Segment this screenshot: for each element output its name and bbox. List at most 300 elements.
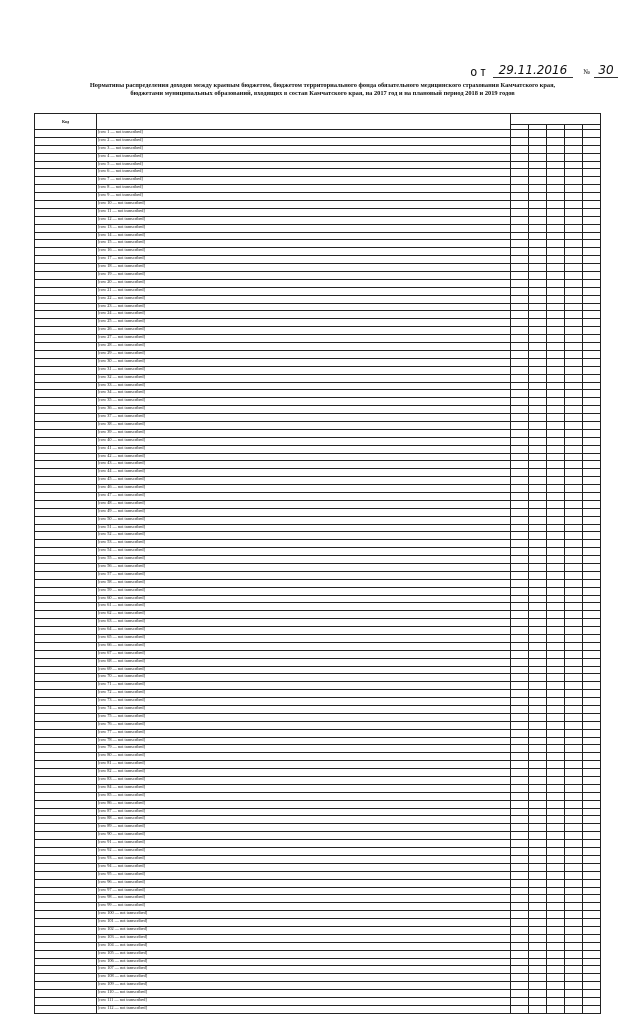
row-value-cell — [565, 595, 583, 603]
row-name-cell: [row 110 — not transcribed] — [97, 990, 511, 998]
row-value-cell — [529, 319, 547, 327]
row-code-cell — [35, 753, 97, 761]
row-value-cell — [547, 240, 565, 248]
row-name-cell: [row 22 — not transcribed] — [97, 295, 511, 303]
row-code-cell — [35, 477, 97, 485]
row-value-cell — [511, 698, 529, 706]
row-code-cell — [35, 958, 97, 966]
row-value-cell — [511, 161, 529, 169]
row-name-cell: [row 39 — not transcribed] — [97, 429, 511, 437]
table-row — [35, 161, 601, 169]
row-value-cell — [547, 193, 565, 201]
row-name-cell: [row 103 — not transcribed] — [97, 934, 511, 942]
row-value-cell — [565, 761, 583, 769]
row-value-cell — [583, 627, 601, 635]
row-name-cell: [row 75 — not transcribed] — [97, 713, 511, 721]
row-value-cell — [583, 374, 601, 382]
title-line-1: Нормативы распределения доходов между краевым бюджетом, бюджетом территориального фонда обязательного медицинского страхования Камчатского края, — [89, 82, 556, 89]
row-code-cell — [35, 366, 97, 374]
row-code-cell — [35, 153, 97, 161]
row-value-cell — [547, 185, 565, 193]
row-code-cell — [35, 524, 97, 532]
row-code-cell — [35, 279, 97, 287]
row-name-cell: [row 77 — not transcribed] — [97, 729, 511, 737]
row-value-cell — [511, 784, 529, 792]
row-name-cell: [row 60 — not transcribed] — [97, 595, 511, 603]
row-name-cell: [row 76 — not transcribed] — [97, 721, 511, 729]
row-value-cell — [583, 1005, 601, 1013]
row-value-cell — [565, 366, 583, 374]
row-value-cell — [565, 666, 583, 674]
row-value-cell — [547, 690, 565, 698]
row-value-cell — [511, 713, 529, 721]
row-value-cell — [511, 145, 529, 153]
table-row — [35, 248, 601, 256]
row-value-cell — [529, 706, 547, 714]
row-value-cell — [547, 508, 565, 516]
row-value-cell — [511, 153, 529, 161]
row-value-cell — [565, 603, 583, 611]
row-value-cell — [583, 485, 601, 493]
row-value-cell — [583, 532, 601, 540]
row-value-cell — [547, 706, 565, 714]
row-name-cell: [row 95 — not transcribed] — [97, 871, 511, 879]
table-row — [35, 508, 601, 516]
row-value-cell — [583, 508, 601, 516]
row-name-cell: [row 112 — not transcribed] — [97, 1005, 511, 1013]
row-value-cell — [511, 240, 529, 248]
row-value-cell — [583, 421, 601, 429]
row-value-cell — [565, 343, 583, 351]
row-value-cell — [565, 311, 583, 319]
row-name-cell: [row 85 — not transcribed] — [97, 792, 511, 800]
row-value-cell — [511, 374, 529, 382]
row-value-cell — [583, 997, 601, 1005]
row-value-cell — [529, 990, 547, 998]
table-row — [35, 619, 601, 627]
row-value-cell — [529, 287, 547, 295]
row-value-cell — [565, 911, 583, 919]
table-row — [35, 272, 601, 280]
row-value-cell — [565, 863, 583, 871]
row-code-cell — [35, 232, 97, 240]
row-value-cell — [547, 358, 565, 366]
row-code-cell — [35, 761, 97, 769]
row-value-cell — [511, 256, 529, 264]
row-name-cell: [row 91 — not transcribed] — [97, 840, 511, 848]
row-value-cell — [583, 343, 601, 351]
row-value-cell — [511, 571, 529, 579]
row-name-cell: [row 6 — not transcribed] — [97, 169, 511, 177]
row-value-cell — [547, 753, 565, 761]
row-value-cell — [565, 563, 583, 571]
row-value-cell — [511, 595, 529, 603]
row-value-cell — [583, 571, 601, 579]
row-value-cell — [547, 232, 565, 240]
row-value-cell — [583, 832, 601, 840]
row-name-cell: [row 1 — not transcribed] — [97, 130, 511, 138]
row-value-cell — [583, 563, 601, 571]
row-value-cell — [547, 745, 565, 753]
row-value-cell — [565, 429, 583, 437]
table-row — [35, 848, 601, 856]
row-value-cell — [547, 256, 565, 264]
row-value-cell — [547, 548, 565, 556]
row-value-cell — [529, 563, 547, 571]
row-value-cell — [547, 264, 565, 272]
row-value-cell — [529, 816, 547, 824]
table-row — [35, 516, 601, 524]
row-code-cell — [35, 887, 97, 895]
row-value-cell — [547, 445, 565, 453]
row-value-cell — [565, 784, 583, 792]
table-row — [35, 137, 601, 145]
row-value-cell — [583, 240, 601, 248]
row-value-cell — [511, 429, 529, 437]
row-name-cell: [row 19 — not transcribed] — [97, 272, 511, 280]
row-value-cell — [547, 177, 565, 185]
row-name-cell: [row 73 — not transcribed] — [97, 698, 511, 706]
table-row — [35, 540, 601, 548]
row-value-cell — [529, 721, 547, 729]
row-value-cell — [547, 926, 565, 934]
row-value-cell — [511, 390, 529, 398]
row-value-cell — [547, 516, 565, 524]
row-name-cell: [row 36 — not transcribed] — [97, 406, 511, 414]
row-value-cell — [547, 224, 565, 232]
row-value-cell — [529, 382, 547, 390]
row-name-cell: [row 99 — not transcribed] — [97, 903, 511, 911]
row-value-cell — [547, 524, 565, 532]
row-value-cell — [529, 674, 547, 682]
row-name-cell: [row 104 — not transcribed] — [97, 942, 511, 950]
row-value-cell — [529, 729, 547, 737]
row-value-cell — [547, 398, 565, 406]
row-value-cell — [547, 824, 565, 832]
row-code-cell — [35, 469, 97, 477]
row-value-cell — [529, 895, 547, 903]
table-row — [35, 216, 601, 224]
row-value-cell — [565, 627, 583, 635]
row-name-cell: [row 63 — not transcribed] — [97, 619, 511, 627]
row-value-cell — [565, 272, 583, 280]
table-row — [35, 437, 601, 445]
row-code-cell — [35, 832, 97, 840]
row-value-cell — [547, 808, 565, 816]
row-value-cell — [511, 950, 529, 958]
table-row — [35, 658, 601, 666]
table-row — [35, 816, 601, 824]
row-value-cell — [529, 666, 547, 674]
row-name-cell: [row 24 — not transcribed] — [97, 311, 511, 319]
row-value-cell — [529, 974, 547, 982]
row-code-cell — [35, 824, 97, 832]
row-value-cell — [547, 777, 565, 785]
row-value-cell — [583, 863, 601, 871]
row-value-cell — [511, 216, 529, 224]
row-name-cell: [row 111 — not transcribed] — [97, 997, 511, 1005]
row-value-cell — [583, 398, 601, 406]
row-value-cell — [529, 808, 547, 816]
row-value-cell — [583, 855, 601, 863]
row-value-cell — [547, 942, 565, 950]
row-value-cell — [529, 524, 547, 532]
row-value-cell — [547, 627, 565, 635]
row-name-cell: [row 87 — not transcribed] — [97, 808, 511, 816]
row-code-cell — [35, 784, 97, 792]
row-value-cell — [583, 950, 601, 958]
row-value-cell — [583, 350, 601, 358]
row-name-cell: [row 58 — not transcribed] — [97, 579, 511, 587]
row-value-cell — [583, 177, 601, 185]
row-code-cell — [35, 769, 97, 777]
row-value-cell — [511, 777, 529, 785]
row-code-cell — [35, 540, 97, 548]
row-value-cell — [583, 848, 601, 856]
row-value-cell — [547, 863, 565, 871]
row-value-cell — [547, 990, 565, 998]
row-code-cell — [35, 256, 97, 264]
row-value-cell — [583, 619, 601, 627]
row-value-cell — [511, 193, 529, 201]
table-row — [35, 887, 601, 895]
table-row — [35, 556, 601, 564]
row-value-cell — [565, 319, 583, 327]
row-value-cell — [529, 887, 547, 895]
table-row — [35, 287, 601, 295]
row-value-cell — [565, 516, 583, 524]
row-value-cell — [583, 232, 601, 240]
row-value-cell — [529, 185, 547, 193]
row-value-cell — [511, 335, 529, 343]
row-name-cell: [row 86 — not transcribed] — [97, 800, 511, 808]
row-value-cell — [511, 769, 529, 777]
row-value-cell — [511, 500, 529, 508]
row-value-cell — [565, 358, 583, 366]
row-value-cell — [565, 729, 583, 737]
row-name-cell: [row 30 — not transcribed] — [97, 358, 511, 366]
table-row — [35, 579, 601, 587]
row-name-cell: [row 79 — not transcribed] — [97, 745, 511, 753]
table-row — [35, 832, 601, 840]
row-value-cell — [565, 792, 583, 800]
row-name-cell: [row 46 — not transcribed] — [97, 485, 511, 493]
row-name-cell: [row 80 — not transcribed] — [97, 753, 511, 761]
row-value-cell — [583, 706, 601, 714]
row-value-cell — [547, 421, 565, 429]
table-row — [35, 311, 601, 319]
row-value-cell — [529, 824, 547, 832]
row-value-cell — [529, 611, 547, 619]
row-value-cell — [511, 942, 529, 950]
row-code-cell — [35, 414, 97, 422]
row-value-cell — [565, 398, 583, 406]
row-value-cell — [547, 571, 565, 579]
row-name-cell: [row 51 — not transcribed] — [97, 524, 511, 532]
row-value-cell — [583, 429, 601, 437]
row-value-cell — [565, 706, 583, 714]
row-value-cell — [565, 216, 583, 224]
row-name-cell: [row 53 — not transcribed] — [97, 540, 511, 548]
row-value-cell — [565, 295, 583, 303]
row-value-cell — [547, 390, 565, 398]
row-value-cell — [511, 485, 529, 493]
table-row — [35, 824, 601, 832]
row-value-cell — [529, 698, 547, 706]
row-value-cell — [547, 374, 565, 382]
row-value-cell — [583, 595, 601, 603]
row-value-cell — [565, 698, 583, 706]
row-name-cell: [row 45 — not transcribed] — [97, 477, 511, 485]
row-value-cell — [547, 563, 565, 571]
row-value-cell — [565, 903, 583, 911]
row-value-cell — [511, 848, 529, 856]
row-value-cell — [565, 382, 583, 390]
row-value-cell — [529, 911, 547, 919]
distribution-table — [34, 113, 601, 1014]
row-value-cell — [583, 248, 601, 256]
row-value-cell — [547, 161, 565, 169]
row-value-cell — [583, 784, 601, 792]
row-value-cell — [511, 958, 529, 966]
row-name-cell: [row 50 — not transcribed] — [97, 516, 511, 524]
row-value-cell — [511, 887, 529, 895]
row-code-cell — [35, 406, 97, 414]
row-value-cell — [583, 840, 601, 848]
row-value-cell — [511, 477, 529, 485]
row-name-cell: [row 61 — not transcribed] — [97, 603, 511, 611]
row-code-cell — [35, 303, 97, 311]
row-value-cell — [565, 579, 583, 587]
row-name-cell: [row 56 — not transcribed] — [97, 563, 511, 571]
row-code-cell — [35, 287, 97, 295]
row-value-cell — [529, 800, 547, 808]
row-code-cell — [35, 919, 97, 927]
row-value-cell — [511, 248, 529, 256]
row-value-cell — [565, 500, 583, 508]
row-name-cell: [row 108 — not transcribed] — [97, 974, 511, 982]
table-row — [35, 911, 601, 919]
row-name-cell: [row 74 — not transcribed] — [97, 706, 511, 714]
row-value-cell — [511, 492, 529, 500]
row-value-cell — [565, 350, 583, 358]
row-value-cell — [583, 272, 601, 280]
row-value-cell — [583, 934, 601, 942]
table-row — [35, 350, 601, 358]
row-value-cell — [583, 769, 601, 777]
row-value-cell — [511, 911, 529, 919]
row-code-cell — [35, 619, 97, 627]
row-value-cell — [511, 966, 529, 974]
row-value-cell — [529, 240, 547, 248]
row-code-cell — [35, 997, 97, 1005]
row-name-cell: [row 100 — not transcribed] — [97, 911, 511, 919]
table-row — [35, 642, 601, 650]
row-value-cell — [511, 674, 529, 682]
table-row — [35, 279, 601, 287]
row-value-cell — [529, 153, 547, 161]
row-code-cell — [35, 990, 97, 998]
row-value-cell — [511, 903, 529, 911]
row-value-cell — [529, 193, 547, 201]
row-value-cell — [565, 185, 583, 193]
row-value-cell — [583, 792, 601, 800]
table-row — [35, 769, 601, 777]
row-code-cell — [35, 185, 97, 193]
row-value-cell — [583, 800, 601, 808]
row-value-cell — [511, 421, 529, 429]
row-value-cell — [565, 769, 583, 777]
row-name-cell: [row 66 — not transcribed] — [97, 642, 511, 650]
row-value-cell — [547, 658, 565, 666]
row-value-cell — [583, 721, 601, 729]
decision-date: 29.11.2016 — [493, 63, 574, 78]
row-value-cell — [583, 729, 601, 737]
row-value-cell — [529, 224, 547, 232]
row-value-cell — [529, 429, 547, 437]
row-name-cell: [row 38 — not transcribed] — [97, 421, 511, 429]
row-value-cell — [529, 500, 547, 508]
row-value-cell — [565, 240, 583, 248]
row-value-cell — [547, 903, 565, 911]
row-value-cell — [529, 934, 547, 942]
row-value-cell — [565, 974, 583, 982]
row-value-cell — [511, 272, 529, 280]
row-value-cell — [511, 706, 529, 714]
row-value-cell — [565, 406, 583, 414]
row-code-cell — [35, 319, 97, 327]
row-code-cell — [35, 130, 97, 138]
row-value-cell — [529, 595, 547, 603]
row-value-cell — [547, 532, 565, 540]
table-row — [35, 745, 601, 753]
row-value-cell — [583, 682, 601, 690]
row-value-cell — [529, 374, 547, 382]
table-row — [35, 335, 601, 343]
table-row — [35, 753, 601, 761]
row-code-cell — [35, 579, 97, 587]
row-value-cell — [583, 879, 601, 887]
row-value-cell — [565, 201, 583, 209]
row-value-cell — [583, 256, 601, 264]
row-value-cell — [529, 358, 547, 366]
table-row — [35, 477, 601, 485]
row-value-cell — [547, 879, 565, 887]
row-name-cell: [row 2 — not transcribed] — [97, 137, 511, 145]
row-value-cell — [583, 303, 601, 311]
row-name-cell: [row 15 — not transcribed] — [97, 240, 511, 248]
row-value-cell — [547, 611, 565, 619]
row-value-cell — [547, 327, 565, 335]
row-value-cell — [565, 264, 583, 272]
row-value-cell — [511, 824, 529, 832]
row-value-cell — [583, 366, 601, 374]
table-row — [35, 934, 601, 942]
row-name-cell: [row 78 — not transcribed] — [97, 737, 511, 745]
row-value-cell — [565, 461, 583, 469]
row-value-cell — [511, 658, 529, 666]
row-value-cell — [565, 469, 583, 477]
row-name-cell: [row 62 — not transcribed] — [97, 611, 511, 619]
row-value-cell — [583, 777, 601, 785]
document-title — [30, 82, 615, 98]
row-value-cell — [547, 477, 565, 485]
row-code-cell — [35, 926, 97, 934]
table-row — [35, 524, 601, 532]
row-value-cell — [565, 934, 583, 942]
row-name-cell: [row 71 — not transcribed] — [97, 682, 511, 690]
row-value-cell — [547, 406, 565, 414]
